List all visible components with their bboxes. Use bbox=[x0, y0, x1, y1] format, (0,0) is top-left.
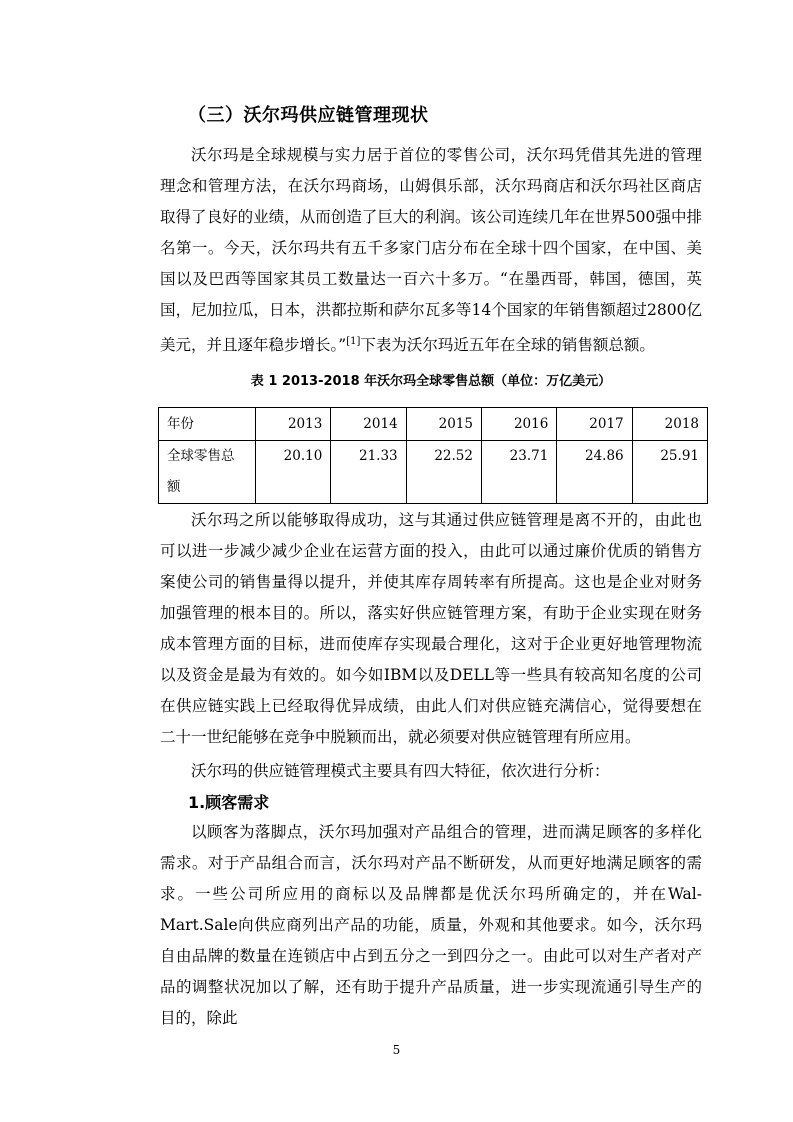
paragraph-customer-demand: 以顾客为落脚点，沃尔玛加强对产品组合的管理，进而满足顾客的多样化需求。对于产品组合而言，沃尔玛对产品不断研发，从而更好地满足顾客的需求。一些公司所应用的商标以及品牌都是优沃尔玛所确定的，并在Wal-Mart.Sale向供应商列出产品的功能，质量，外观和其他要求。如今，沃尔玛自由品牌的数量在连锁店中占到五分之一到四分之一。由此可以对生产者对产品的调整状况加以了解，还有助于提升产品质量，进一步实现流通引导生产的目的，除此 bbox=[160, 823, 702, 1027]
value-cell: 21.33 bbox=[331, 441, 406, 504]
paragraph-features: 沃尔玛的供应链管理模式主要具有四大特征，依次进行分析： bbox=[191, 762, 610, 780]
paragraph-intro bbox=[160, 140, 702, 361]
row-label-cell: 全球零售总额 bbox=[159, 441, 256, 504]
header-label-cell: 年份 bbox=[159, 408, 256, 441]
value-cell: 24.86 bbox=[557, 441, 632, 504]
citation-marker: [1] bbox=[346, 336, 361, 347]
subheading-customer-demand: 1.顾客需求 bbox=[188, 793, 270, 812]
year-cell: 2018 bbox=[632, 408, 707, 441]
year-cell: 2015 bbox=[406, 408, 481, 441]
value-cell: 20.10 bbox=[256, 441, 331, 504]
paragraph-intro-text: 沃尔玛是全球规模与实力居于首位的零售公司，沃尔玛凭借其先进的管理理念和管理方法，在沃尔玛商场，山姆俱乐部，沃尔玛商店和沃尔玛社区商店取得了良好的业绩，从而创造了巨大的利润。该公司连续几年在世界500强中排名第一。今天，沃尔玛共有五千多家门店分布在全球十四个国家，在中国、美国以及巴西等国家其员工数量达一百六十多万。“在墨西哥，韩国，德国，英国，尼加拉瓜，日本，洪都拉斯和萨尔瓦多等14个国家的年销售额超过2800亿美元，并且逐年稳步增长。” bbox=[160, 146, 702, 355]
year-cell: 2014 bbox=[331, 408, 406, 441]
table-header-row bbox=[159, 408, 708, 441]
year-cell: 2017 bbox=[557, 408, 632, 441]
sales-table bbox=[158, 407, 708, 504]
year-cell: 2016 bbox=[481, 408, 556, 441]
paragraph-success: 沃尔玛之所以能够取得成功，这与其通过供应链管理是离不开的，由此也可以进一步减少减少企业在运营方面的投入，由此可以通过廉价优质的销售方案使公司的销售量得以提升，并使其库存周转率有所提高。这也是企业对财务加强管理的根本目的。所以，落实好供应链管理方案，有助于企业实现在财务成本管理方面的目标，进而使库存实现最合理化，这对于企业更好地管理物流以及资金是最为有效的。如今如IBM以及DELL等一些具有较高知名度的公司在供应链实践上已经取得优异成绩，由此人们对供应链充满信心，觉得要想在二十一世纪能够在竞争中脱颖而出，就必须要对供应链管理有所应用。 bbox=[160, 511, 702, 746]
page-number: 5 bbox=[392, 1043, 401, 1057]
value-cell: 25.91 bbox=[632, 441, 707, 504]
paragraph-intro-tail: 下表为沃尔玛近五年在全球的销售额总额。 bbox=[360, 336, 655, 355]
table-caption: 表 1 2013-2018 年沃尔玛全球零售总额（单位：万亿美元） bbox=[250, 374, 612, 389]
value-cell: 22.52 bbox=[406, 441, 481, 504]
year-cell: 2013 bbox=[256, 408, 331, 441]
table-data-row bbox=[159, 441, 708, 504]
section-heading: （三）沃尔玛供应链管理现状 bbox=[188, 105, 429, 126]
value-cell: 23.71 bbox=[481, 441, 556, 504]
